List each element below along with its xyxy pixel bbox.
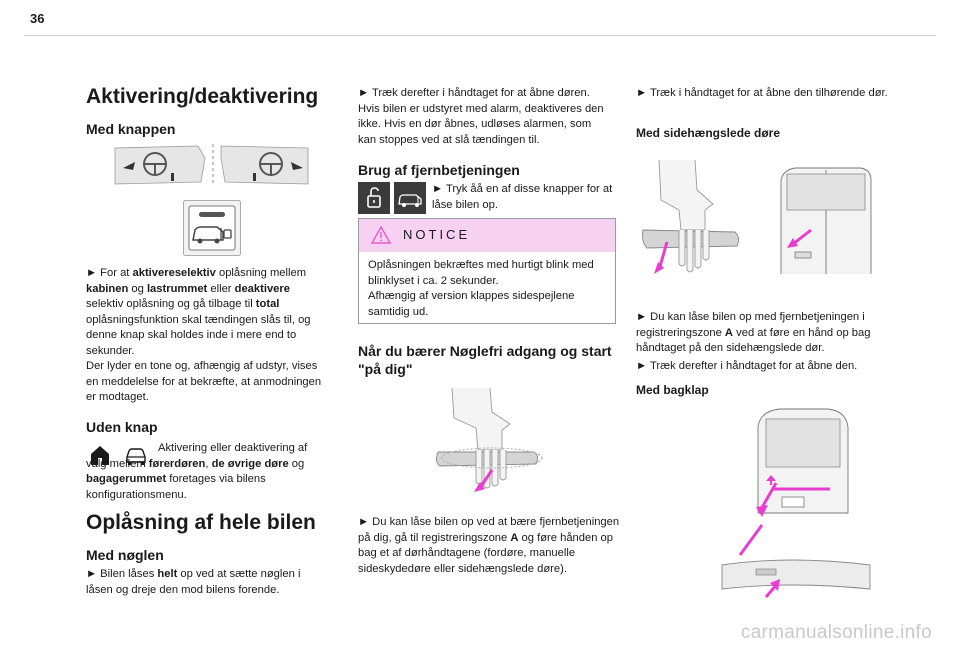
text-run: A — [724, 326, 734, 339]
text-run: ► Du kan låse bilen op med fjernbetjeningen i registreringszone — [636, 311, 865, 339]
text-run: bagagerummet — [86, 473, 167, 485]
text-run: helt — [157, 568, 178, 580]
section-title-activation: Aktivering/deaktivering — [86, 85, 319, 108]
subsection-keyless: Når du bærer Nøglefri adgang og start "på dig" — [358, 343, 612, 377]
text-run: oplåsningsfunktion skal tændingen slås til, og denne knap skal holdes inde i mere end to sekunder. — [86, 313, 311, 357]
paragraph-tone-confirmation: Der lyder en tone og, afhængig af udstyr, vises en meddelelse for at bekræfte, at anmodningen er modtaget. — [86, 360, 322, 403]
text-run: eller — [207, 282, 235, 295]
text-run: ved at føre en hånd op bag håndtaget på den sidehængslede dør. — [636, 326, 871, 354]
text-run: oplåsning mellem — [215, 267, 307, 279]
notice-text: Oplåsningen bekræftes med hurtigt blink med blinklyset i ca. 2 sekunder. Afhængig af version klappes sidespejlene samtidig ud. — [368, 259, 594, 318]
text-run: lastrummet — [146, 282, 208, 295]
notice-box — [358, 218, 616, 324]
text-run: total — [255, 298, 280, 310]
section-title-unlock-whole: Oplåsning af hele bilen — [86, 511, 316, 534]
paragraph-key-unlock — [86, 567, 326, 598]
text-run: , — [205, 457, 212, 470]
subsection-remote: Brug af fjernbetjeningen — [358, 162, 520, 178]
text-run: Aktivering eller deaktivering af valg mellem — [86, 442, 308, 470]
page-number: 36 — [30, 11, 45, 26]
text-run: ► Bilen låses — [86, 568, 158, 580]
dashboard-steering-illustration — [113, 140, 313, 190]
text-run: ► For at — [86, 267, 133, 279]
paragraph-side-door-unlock — [636, 310, 888, 357]
notice-title: NOTICE — [403, 227, 471, 242]
van-key-icon — [394, 182, 426, 214]
text-run: ► Du kan låse bilen op ved at bære fjernbetjeningen på dig, gå til registreringszone — [358, 516, 620, 544]
header-divider — [24, 35, 936, 36]
text-run: og — [288, 457, 305, 470]
subsection-tailgate: Med bagklap — [636, 383, 709, 397]
subsection-with-key: Med nøglen — [86, 547, 164, 563]
text-run: selektiv oplåsning og gå tilbage til — [86, 298, 256, 310]
notice-header — [359, 219, 615, 252]
text-run: aktivereselektiv — [132, 267, 216, 279]
van-unlock-icon — [183, 200, 241, 256]
paragraph-pull-door: ► Træk i håndtaget for at åbne den tilhørende dør. — [636, 87, 888, 99]
text-run: deaktivere — [234, 282, 290, 295]
text-run: foretages via bilens konfigurationsmenu. — [86, 473, 266, 501]
text-run: og — [128, 282, 147, 295]
text-run: og føre hånden op bag et af dørhåndtagene (fordøre, manuelle sideskydedøre eller sidehængslede døre). — [358, 531, 613, 575]
paragraph-config-menu — [86, 441, 328, 503]
text-run: A — [510, 531, 519, 544]
subsection-side-hinged: Med sidehængslede døre — [636, 126, 781, 140]
text-run: de øvrige døre — [211, 457, 289, 470]
tailgate-illustration — [700, 405, 880, 605]
notice-warning-icon — [371, 226, 391, 244]
text-run: kabinen — [86, 282, 129, 295]
text-run: op ved at sætte nøglen i låsen og dreje den mod bilens forende. — [86, 568, 301, 596]
watermark: carmanualsonline.info — [740, 622, 932, 643]
paragraph-selective-unlock — [86, 266, 326, 359]
paragraph-press-buttons: ► Tryk åå en af disse knapper for at låse bilen op. — [432, 183, 613, 211]
hand-handle-illustration — [432, 388, 542, 500]
subsection-without-button: Uden knap — [86, 419, 158, 435]
hand-handle-illustration-side — [641, 160, 741, 285]
paragraph-pull-handle: ► Træk derefter i håndtaget for at åbne døren. Hvis bilen er udstyret med alarm, deaktiveres den ikke. Hvis en dør åbnes, udløses alarmen, som kan stoppes ved at slå tændingen til. — [358, 87, 604, 146]
paragraph-open-side-door: ► Træk derefter i håndtaget for at åbne den. — [636, 360, 858, 372]
paragraph-keyless-unlock — [358, 515, 620, 577]
subsection-with-button: Med knappen — [86, 121, 176, 137]
lock-icon — [358, 182, 390, 214]
text-run: førerdøren — [148, 457, 206, 470]
rear-doors-illustration — [775, 166, 875, 276]
